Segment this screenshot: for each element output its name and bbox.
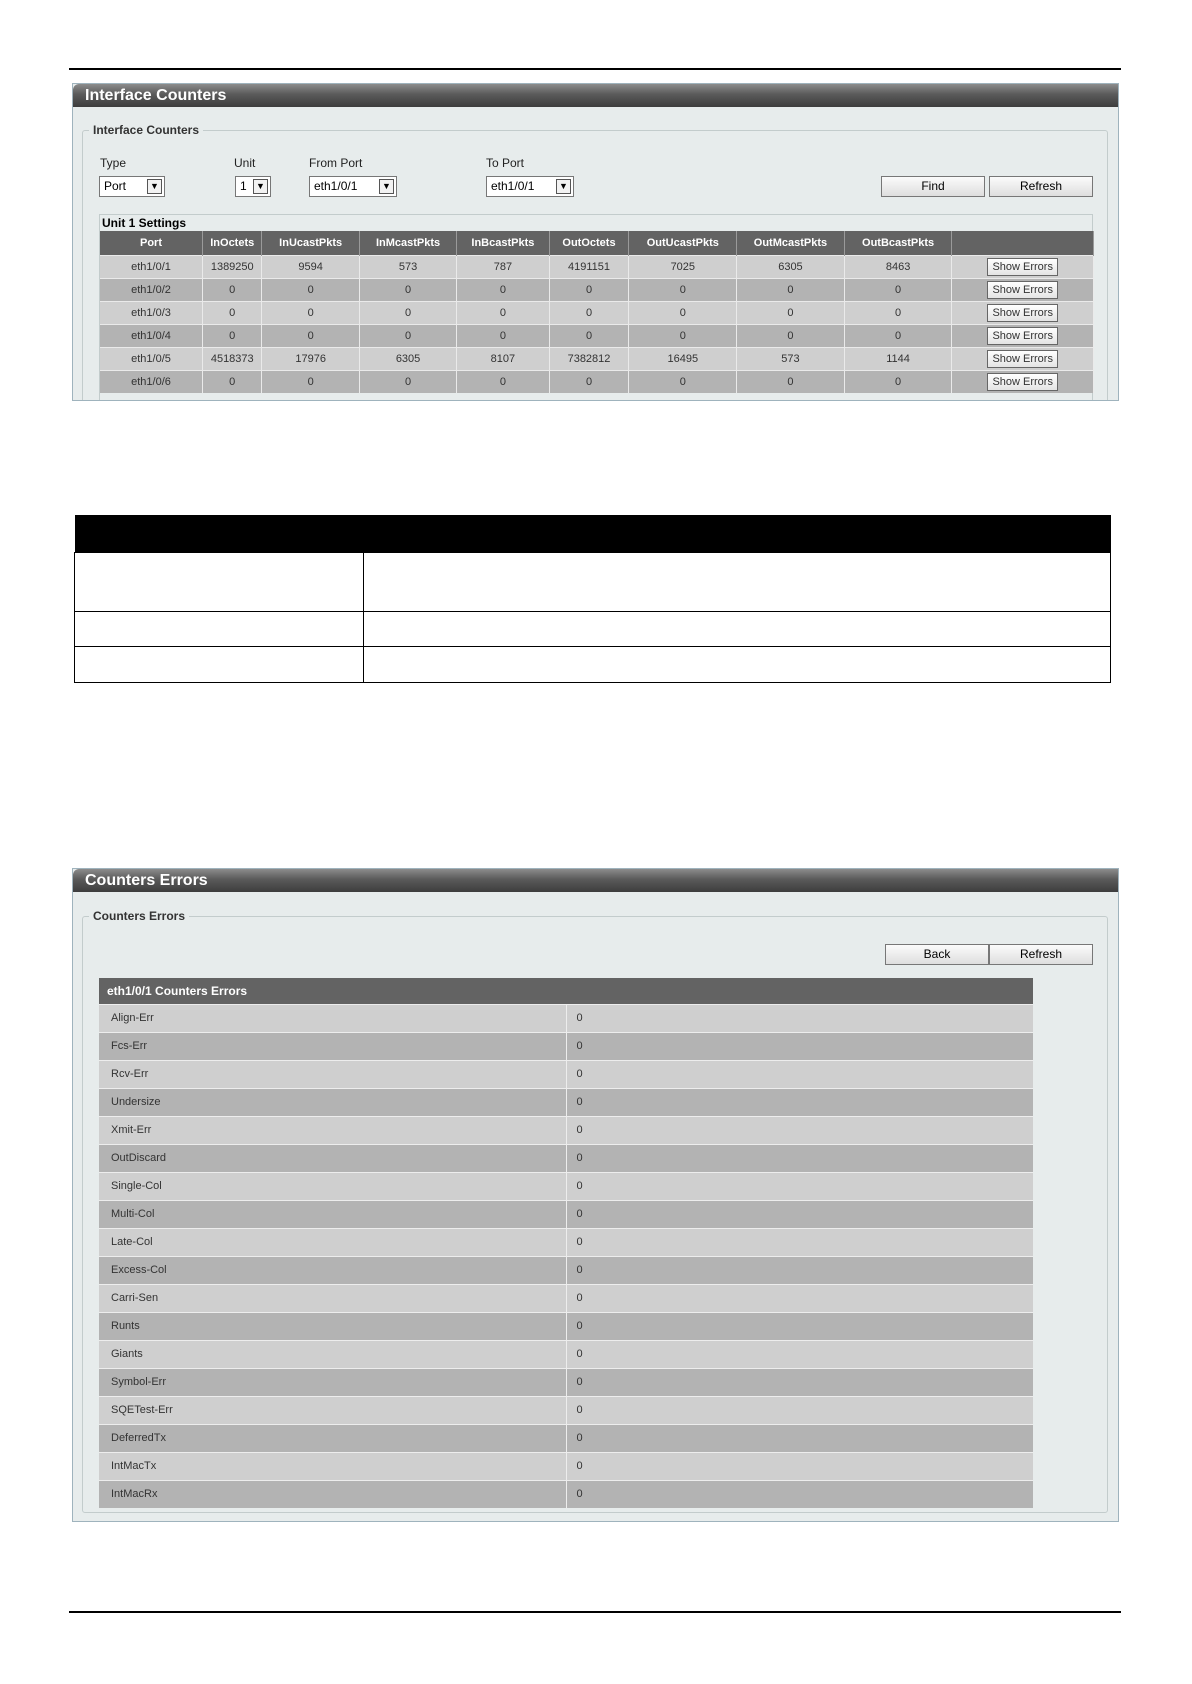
column-header xyxy=(952,231,1094,255)
description-cell xyxy=(364,611,1111,646)
table-cell: 0 xyxy=(457,370,549,393)
error-value: 0 xyxy=(566,1284,1033,1312)
table-cell: 1144 xyxy=(844,347,952,370)
refresh-button[interactable]: Refresh xyxy=(989,176,1093,197)
table-cell xyxy=(952,301,1094,324)
counters-errors-table xyxy=(99,978,1033,1508)
unit-settings-box xyxy=(99,214,1093,401)
description-cell xyxy=(75,552,364,611)
table-row xyxy=(100,370,1094,393)
table-cell: 0 xyxy=(262,370,359,393)
error-name: IntMacRx xyxy=(99,1480,566,1508)
from-port-label: From Port xyxy=(309,156,363,170)
table-row xyxy=(99,1256,1033,1284)
table-cell: 0 xyxy=(629,278,737,301)
type-select[interactable]: Port ▼ xyxy=(99,176,165,197)
column-header: OutUcastPkts xyxy=(629,231,737,255)
column-header: InUcastPkts xyxy=(262,231,359,255)
table-cell: 0 xyxy=(549,301,629,324)
table-cell: 0 xyxy=(737,324,845,347)
table-cell: 4191151 xyxy=(549,255,629,278)
description-header xyxy=(75,515,1111,552)
table-row xyxy=(99,1368,1033,1396)
error-name: Late-Col xyxy=(99,1228,566,1256)
description-cell xyxy=(364,646,1111,682)
counters-errors-panel xyxy=(72,868,1119,1522)
table-cell: 8107 xyxy=(457,347,549,370)
table-cell: 0 xyxy=(844,301,952,324)
find-button[interactable]: Find xyxy=(881,176,985,197)
table-cell: eth1/0/1 xyxy=(100,255,203,278)
table-cell: 0 xyxy=(457,301,549,324)
column-header: InBcastPkts xyxy=(457,231,549,255)
column-header: InOctets xyxy=(203,231,262,255)
table-row xyxy=(99,1228,1033,1256)
from-port-select[interactable]: eth1/0/1 ▼ xyxy=(309,176,397,197)
table-cell xyxy=(952,255,1094,278)
show-errors-button[interactable]: Show Errors xyxy=(987,373,1058,391)
column-header: Port xyxy=(100,231,203,255)
error-value: 0 xyxy=(566,1060,1033,1088)
fieldset-legend: Counters Errors xyxy=(89,909,189,923)
table-cell: 0 xyxy=(203,278,262,301)
error-value: 0 xyxy=(566,1088,1033,1116)
table-cell: 0 xyxy=(844,370,952,393)
interface-counters-table xyxy=(100,231,1094,393)
parameter-description-table xyxy=(74,515,1111,683)
panel-title: Counters Errors xyxy=(73,869,1118,892)
table-cell xyxy=(952,278,1094,301)
unit-select[interactable]: 1 ▼ xyxy=(235,176,271,197)
table-cell: 573 xyxy=(737,347,845,370)
table-cell xyxy=(952,370,1094,393)
error-name: Symbol-Err xyxy=(99,1368,566,1396)
table-cell: 17976 xyxy=(262,347,359,370)
table-cell: 0 xyxy=(203,370,262,393)
table-cell: eth1/0/2 xyxy=(100,278,203,301)
error-value: 0 xyxy=(566,1200,1033,1228)
to-port-label: To Port xyxy=(486,156,525,170)
error-name: Multi-Col xyxy=(99,1200,566,1228)
error-value: 0 xyxy=(566,1032,1033,1060)
table-cell: 0 xyxy=(359,370,456,393)
error-value: 0 xyxy=(566,1228,1033,1256)
error-value: 0 xyxy=(566,1256,1033,1284)
table-row xyxy=(99,1396,1033,1424)
column-header: OutMcastPkts xyxy=(737,231,845,255)
table-row xyxy=(99,1004,1033,1032)
chevron-down-icon: ▼ xyxy=(147,179,162,194)
table-cell: eth1/0/5 xyxy=(100,347,203,370)
table-row xyxy=(100,255,1094,278)
table-cell: 0 xyxy=(549,278,629,301)
description-cell xyxy=(75,611,364,646)
table-cell: 787 xyxy=(457,255,549,278)
error-name: OutDiscard xyxy=(99,1144,566,1172)
table-cell: 0 xyxy=(262,301,359,324)
table-row xyxy=(99,1200,1033,1228)
interface-counters-panel xyxy=(72,83,1119,401)
chevron-down-icon: ▼ xyxy=(379,179,394,194)
error-name: DeferredTx xyxy=(99,1424,566,1452)
error-name: Single-Col xyxy=(99,1172,566,1200)
table-cell: eth1/0/6 xyxy=(100,370,203,393)
table-row xyxy=(99,1060,1033,1088)
error-name: IntMacTx xyxy=(99,1452,566,1480)
table-cell: 0 xyxy=(629,301,737,324)
table-cell: 573 xyxy=(359,255,456,278)
table-cell: 0 xyxy=(359,301,456,324)
error-name: Xmit-Err xyxy=(99,1116,566,1144)
error-value: 0 xyxy=(566,1144,1033,1172)
table-cell: 6305 xyxy=(737,255,845,278)
table-cell: 0 xyxy=(262,278,359,301)
table-cell: 0 xyxy=(844,324,952,347)
error-name: Excess-Col xyxy=(99,1256,566,1284)
table-row xyxy=(99,1424,1033,1452)
error-name: Fcs-Err xyxy=(99,1032,566,1060)
table-cell: 0 xyxy=(549,370,629,393)
show-errors-button[interactable]: Show Errors xyxy=(987,258,1058,276)
description-cell xyxy=(75,646,364,682)
to-port-select[interactable]: eth1/0/1 ▼ xyxy=(486,176,574,197)
table-cell: 16495 xyxy=(629,347,737,370)
table-cell: 9594 xyxy=(262,255,359,278)
type-label: Type xyxy=(100,156,127,170)
column-header: OutBcastPkts xyxy=(844,231,952,255)
table-row xyxy=(99,1144,1033,1172)
table-row xyxy=(99,1340,1033,1368)
counters-errors-table-title: eth1/0/1 Counters Errors xyxy=(99,978,1033,1004)
table-row xyxy=(99,1452,1033,1480)
table-cell: 0 xyxy=(457,324,549,347)
error-value: 0 xyxy=(566,1312,1033,1340)
show-errors-button[interactable]: Show Errors xyxy=(987,350,1058,368)
error-name: SQETest-Err xyxy=(99,1396,566,1424)
table-cell: 6305 xyxy=(359,347,456,370)
back-button[interactable]: Back xyxy=(885,944,989,965)
table-cell: 0 xyxy=(844,278,952,301)
table-cell: 0 xyxy=(549,324,629,347)
error-name: Giants xyxy=(99,1340,566,1368)
chevron-down-icon: ▼ xyxy=(253,179,268,194)
column-header: InMcastPkts xyxy=(359,231,456,255)
table-cell: 0 xyxy=(359,324,456,347)
table-row xyxy=(99,1480,1033,1508)
table-cell: 0 xyxy=(629,324,737,347)
footer-rule xyxy=(69,1611,1121,1613)
table-cell: eth1/0/4 xyxy=(100,324,203,347)
table-cell: eth1/0/3 xyxy=(100,301,203,324)
error-value: 0 xyxy=(566,1172,1033,1200)
table-row xyxy=(99,1172,1033,1200)
show-errors-button[interactable]: Show Errors xyxy=(987,327,1058,345)
error-value: 0 xyxy=(566,1004,1033,1032)
table-row xyxy=(100,347,1094,370)
header-rule xyxy=(69,68,1121,70)
table-row xyxy=(99,1284,1033,1312)
table-cell: 0 xyxy=(629,370,737,393)
show-errors-button[interactable]: Show Errors xyxy=(987,304,1058,322)
table-cell: 1389250 xyxy=(203,255,262,278)
error-name: Runts xyxy=(99,1312,566,1340)
error-value: 0 xyxy=(566,1452,1033,1480)
table-cell xyxy=(952,324,1094,347)
error-name: Undersize xyxy=(99,1088,566,1116)
table-row xyxy=(99,1032,1033,1060)
table-cell: 0 xyxy=(262,324,359,347)
error-name: Carri-Sen xyxy=(99,1284,566,1312)
error-value: 0 xyxy=(566,1116,1033,1144)
refresh-button[interactable]: Refresh xyxy=(989,944,1093,965)
table-cell: 0 xyxy=(203,324,262,347)
description-cell xyxy=(364,552,1111,611)
table-cell: 7025 xyxy=(629,255,737,278)
table-row xyxy=(100,278,1094,301)
error-name: Rcv-Err xyxy=(99,1060,566,1088)
error-name: Align-Err xyxy=(99,1004,566,1032)
table-row xyxy=(100,324,1094,347)
unit-settings-title: Unit 1 Settings xyxy=(102,216,187,230)
error-value: 0 xyxy=(566,1340,1033,1368)
error-value: 0 xyxy=(566,1396,1033,1424)
table-row xyxy=(99,1088,1033,1116)
table-cell xyxy=(952,347,1094,370)
error-value: 0 xyxy=(566,1480,1033,1508)
table-cell: 0 xyxy=(203,301,262,324)
unit-label: Unit xyxy=(234,156,256,170)
table-cell: 8463 xyxy=(844,255,952,278)
fieldset-legend: Interface Counters xyxy=(89,123,203,137)
column-header: OutOctets xyxy=(549,231,629,255)
table-cell: 0 xyxy=(737,370,845,393)
table-cell: 0 xyxy=(737,278,845,301)
error-value: 0 xyxy=(566,1368,1033,1396)
table-row xyxy=(99,1116,1033,1144)
error-value: 0 xyxy=(566,1424,1033,1452)
table-row xyxy=(100,301,1094,324)
table-cell: 0 xyxy=(359,278,456,301)
panel-title: Interface Counters xyxy=(73,84,1118,107)
show-errors-button[interactable]: Show Errors xyxy=(987,281,1058,299)
table-cell: 0 xyxy=(737,301,845,324)
table-cell: 4518373 xyxy=(203,347,262,370)
chevron-down-icon: ▼ xyxy=(556,179,571,194)
table-cell: 0 xyxy=(457,278,549,301)
table-row xyxy=(99,1312,1033,1340)
table-cell: 7382812 xyxy=(549,347,629,370)
